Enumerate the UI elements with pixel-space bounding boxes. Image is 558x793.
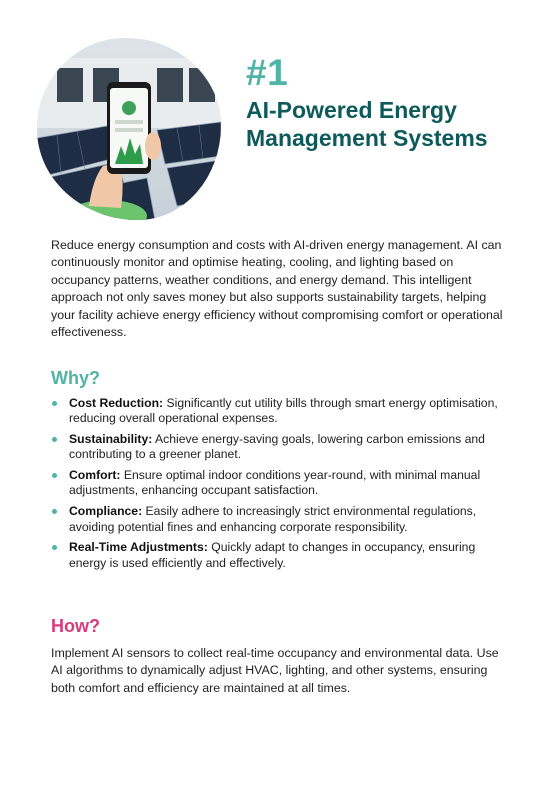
bullet-icon xyxy=(52,473,57,478)
bullet-icon xyxy=(52,509,57,514)
bullet-icon xyxy=(52,545,57,550)
benefit-item-compliance xyxy=(51,504,511,535)
benefit-term: Cost Reduction: xyxy=(69,396,164,410)
benefit-term: Real-Time Adjustments: xyxy=(69,540,208,555)
benefit-item-comfort xyxy=(51,468,511,499)
page-title: AI-Powered Energy Management Systems xyxy=(246,97,488,151)
benefit-text: Significantly cut utility bills through smart energy optimisation, reducing overall operational expenses. xyxy=(69,396,498,426)
benefit-item-sustainability xyxy=(51,432,511,463)
benefit-item-real-time-adjustments xyxy=(51,540,511,571)
bullet-icon xyxy=(52,401,57,406)
benefit-item-cost-reduction xyxy=(51,396,511,427)
how-paragraph: Implement AI sensors to collect real-time occupancy and environmental data. Use AI algorithms to dynamically adjust HVAC, lighting, and other systems, ensuring both comfort and efficiency are maintained at all times. xyxy=(51,646,499,695)
benefit-term: Compliance: xyxy=(69,504,143,519)
benefit-text: Quickly adapt to changes in occupancy, ensuring energy is used efficiently and effectively. xyxy=(69,540,476,570)
intro-paragraph: Reduce energy consumption and costs with AI-driven energy management. AI can continuously monitor and optimise heating, cooling, and lighting based on occupancy patterns, weather conditions, and energy demand. This intelligent approach not only saves money but also supports sustainability targets, helping your facility achieve energy efficiency without compromising comfort or operational effectiveness. xyxy=(51,238,503,340)
benefit-text: Achieve energy-saving goals, lowering carbon emissions and contributing to a greener planet. xyxy=(69,432,485,462)
benefit-term: Sustainability: xyxy=(69,432,153,447)
bullet-icon xyxy=(52,437,57,442)
benefit-text: Easily adhere to increasingly strict environmental regulations, avoiding potential fines and enhancing corporate responsibility. xyxy=(69,504,477,534)
benefit-term: Comfort: xyxy=(69,468,121,483)
why-heading: Why? xyxy=(51,368,100,388)
item-rank: #1 xyxy=(246,52,289,93)
benefits-list xyxy=(51,396,511,576)
hero-photo-solar-panels-phone xyxy=(37,38,221,220)
benefit-text: Ensure optimal indoor conditions year-round, with minimal manual adjustments, enhancing occupant satisfaction. xyxy=(69,468,481,498)
how-heading: How? xyxy=(51,616,100,636)
